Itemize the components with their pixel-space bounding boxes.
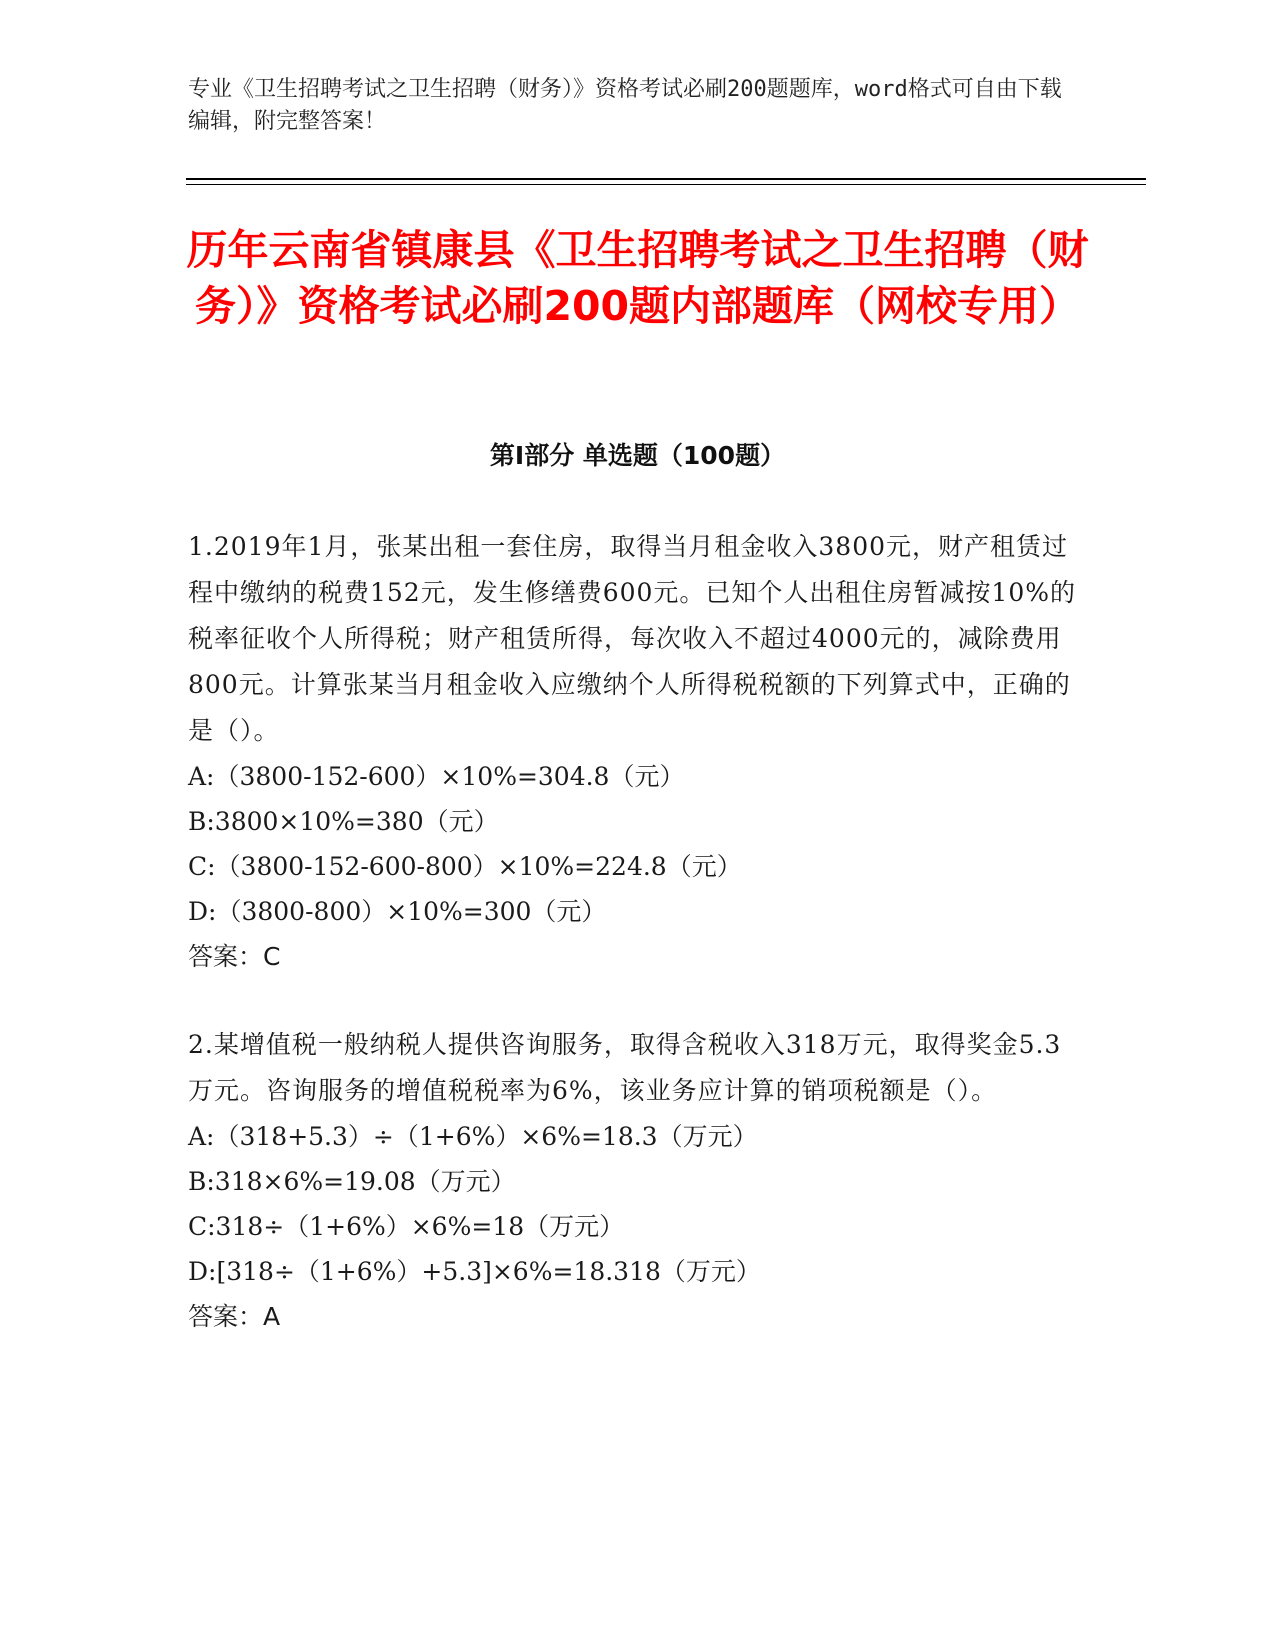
option-b: B:3800×10%=380（元） — [188, 807, 499, 836]
question-stem: 2.某增值税一般纳税人提供咨询服务，取得含税收入318万元，取得奖金5.3万元。咨询服务的增值税税率为6%，该业务应计算的销项税额是（）。 — [188, 1030, 1062, 1105]
option-a: A:（318+5.3）÷（1+6%）×6%=18.3（万元） — [188, 1122, 758, 1151]
section-heading: 第I部分 单选题（100题） — [489, 441, 786, 470]
option-c: C:（3800-152-600-800）×10%=224.8（元） — [188, 852, 742, 881]
answer-label: 答案：C — [188, 942, 281, 971]
option-a: A:（3800-152-600）×10%=304.8（元） — [188, 762, 685, 791]
header-note: 专业《卫生招聘考试之卫生招聘（财务）》资格考试必刷200题题库，word格式可自由下载编辑，附完整答案！ — [188, 77, 1062, 134]
question-stem: 1.2019年1月，张某出租一套住房，取得当月租金收入3800元，财产租赁过程中缴纳的税费152元，发生修缮费600元。已知个人出租住房暂减按10%的税率征收个人所得税；财产租赁所得，每次收入不超过4000元的，减除费用800元。计算张某当月租金收入应缴纳个人所得税税额的下列算式中，正确的是（）。 — [188, 532, 1077, 745]
answer-label: 答案：A — [188, 1302, 281, 1331]
question-block-2 — [188, 1022, 1083, 1340]
question-block-1 — [188, 524, 1083, 980]
header-rule-thick — [186, 178, 1146, 180]
option-d: D:（3800-800）×10%=300（元） — [188, 897, 607, 926]
header-rule-thin — [186, 184, 1146, 185]
option-d: D:[318÷（1+6%）+5.3]×6%=18.318（万元） — [188, 1257, 761, 1286]
option-b: B:318×6%=19.08（万元） — [188, 1167, 516, 1196]
document-title: 历年云南省镇康县《卫生招聘考试之卫生招聘（财务）》资格考试必刷200题内部题库（网校专用） — [186, 226, 1089, 330]
option-c: C:318÷（1+6%）×6%=18（万元） — [188, 1212, 625, 1241]
